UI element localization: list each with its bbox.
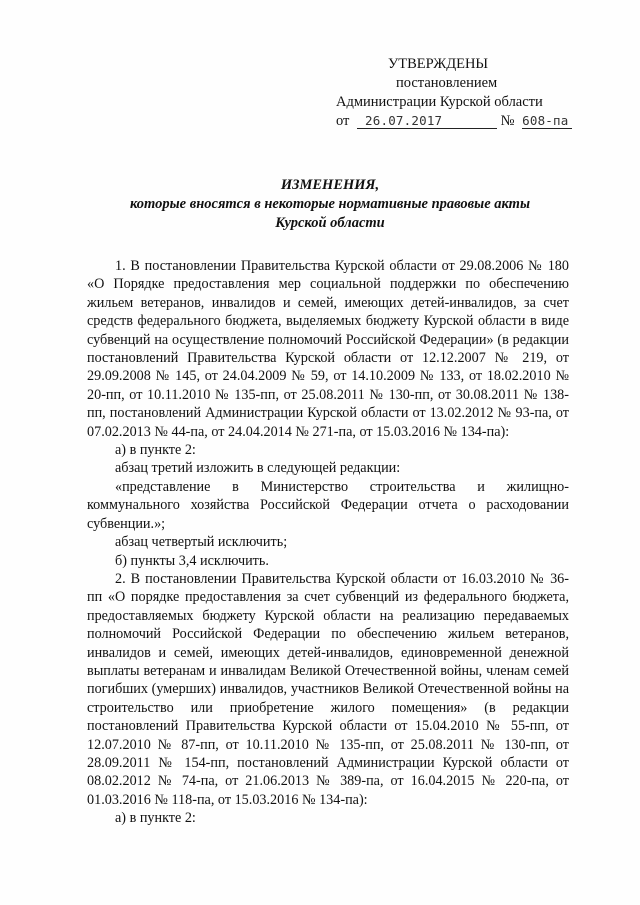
approval-authority: Администрации Курской области xyxy=(336,94,543,110)
paragraph-item-1: 1. В постановлении Правительства Курской области от 29.08.2006 № 180 «О Порядке предоставления мер социальной поддержки по обеспечению жильем ветеранов, инвалидов и семей, имеющих детей-инвалидов, за счет средств федерального бюджета, выделяемых бюджету Курской области в виде субвенций на осуществление полномочий Российской Федерации» (в редакции постановлений Правительства Курской области от 12.12.2007 № 219, от 29.09.2008 № 145, от 24.04.2009 № 59, от 14.10.2009 № 133, от 18.02.2010 № 20-пп, от 10.11.2010 № 135-пп, от 25.08.2011 № 130-пп, от 30.08.2011 № 138-пп, постановлений Администрации Курской области от 13.02.2012 № 93-па, от 07.02.2013 № 44-па, от 24.04.2014 № 271-па, от 15.03.2016 № 134-па): xyxy=(87,258,569,440)
title-line-2: которые вносятся в некоторые нормативные правовые акты xyxy=(129,196,531,212)
paragraph-fourth-indent: абзац четвертый исключить; xyxy=(115,534,288,551)
paragraph-sub-a-1: а) в пункте 2: xyxy=(115,442,196,459)
document-title xyxy=(120,176,540,233)
approval-date-number-line xyxy=(336,112,569,131)
approval-from-label: от xyxy=(336,113,350,129)
approval-resolution-word: постановлением xyxy=(396,75,498,91)
approval-number: 608-па xyxy=(522,113,572,129)
paragraph-item-2: 2. В постановлении Правительства Курской области от 16.03.2010 № 36-пп «О порядке предоставления за счет субвенций из федерального бюджета, предоставляемых бюджету Курской области на реализацию передаваемых полномочий Российской Федерации по обеспечению жильем ветеранов, инвалидов и семей, имеющих детей-инвалидов, единовременной денежной выплаты ветеранам и инвалидам Великой Отечественной войны, членам семей погибших (умерших) инвалидов, участников Великой Отечественной войны на строительство или приобретение жилого помещения» (в редакции постановлений Правительства Курской области от 15.04.2010 № 55-пп, от 12.07.2010 № 87-пп, от 10.11.2010 № 135-пп, от 25.08.2011 № 130-пп, от 28.09.2011 № 154-пп, постановлений Администрации Курской области от 08.02.2012 № 74-па, от 21.06.2013 № 389-па, от 16.04.2015 № 220-па, от 01.03.2016 № 118-па, от 15.03.2016 № 134-па): xyxy=(87,570,569,808)
title-line-1: ИЗМЕНЕНИЯ, xyxy=(280,177,380,193)
document-body xyxy=(87,257,569,828)
paragraph-sub-a-2: а) в пункте 2: xyxy=(115,810,196,827)
approval-number-label: № xyxy=(500,113,515,129)
paragraph-third-indent: абзац третий изложить в следующей редакции: xyxy=(115,460,401,477)
approval-heading: УТВЕРЖДЕНЫ xyxy=(388,56,489,72)
paragraph-quoted-text: «представление в Министерство строительства и жилищно-коммунального хозяйства Российской Федерации отчета о расходовании субвенции.»; xyxy=(87,478,569,532)
approval-date: 26.07.2017 xyxy=(357,113,497,129)
paragraph-sub-b: б) пункты 3,4 исключить. xyxy=(115,552,269,569)
title-line-3: Курской области xyxy=(275,215,385,231)
approval-stamp xyxy=(336,55,569,131)
